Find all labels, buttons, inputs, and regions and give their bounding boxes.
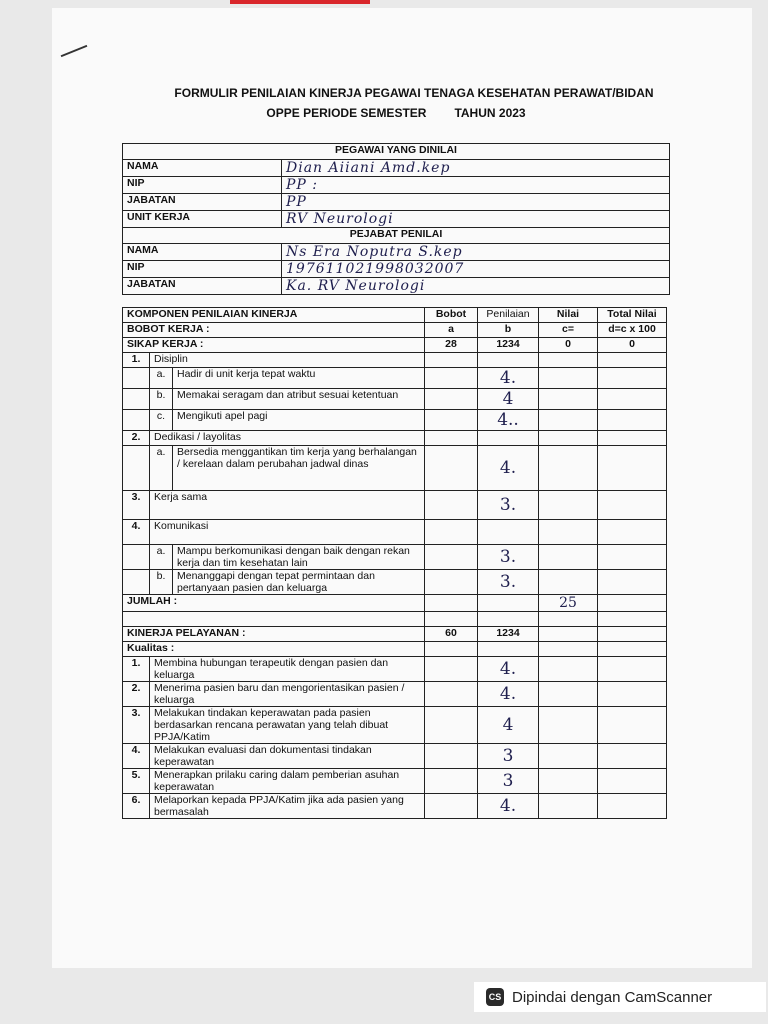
sub-letter: b. — [150, 389, 173, 410]
table-header-row — [123, 308, 667, 323]
pegawai-row — [123, 194, 670, 211]
criteria-text: Melakukan evaluasi dan dokumentasi tindakan keperawatan — [150, 744, 425, 769]
kualitas-item-row — [123, 744, 667, 769]
sub-item-row — [123, 389, 667, 410]
section-label: Kerja sama — [150, 491, 425, 520]
identity-table — [122, 143, 670, 295]
field-label: JABATAN — [123, 194, 282, 211]
bobot-b: b — [478, 323, 539, 338]
handwritten-value: 197611021998032007 — [282, 261, 670, 278]
section-label: Disiplin — [150, 353, 425, 368]
pejabat-row — [123, 278, 670, 295]
form-subtitle — [0, 106, 768, 120]
sub-letter: a. — [150, 368, 173, 389]
pelayanan-label: KINERJA PELAYANAN : — [123, 627, 425, 642]
bobot-c: c= — [539, 323, 598, 338]
criteria-text: Menerima pasien baru dan mengorientasikan pasien / keluarga — [150, 682, 425, 707]
handwritten-value: Ns Era Noputra S.kep — [282, 244, 670, 261]
handwritten-score: 3. — [478, 545, 539, 570]
handwritten-score: 3. — [478, 491, 539, 520]
item-number: 1. — [123, 353, 150, 368]
section-label: Komunikasi — [150, 520, 425, 545]
handwritten-score: 4. — [478, 794, 539, 819]
criteria-text: Memakai seragam dan atribut sesuai ketentuan — [173, 389, 425, 410]
item-number: 6. — [123, 794, 150, 819]
sub-item-row — [123, 368, 667, 389]
kualitas-item-row — [123, 682, 667, 707]
sikap-label: SIKAP KERJA : — [123, 338, 425, 353]
bobot-label: BOBOT KERJA : — [123, 323, 425, 338]
kualitas-item-row — [123, 769, 667, 794]
handwritten-score: 4. — [478, 446, 539, 491]
pejabat-row — [123, 244, 670, 261]
header-komponen: KOMPONEN PENILAIAN KINERJA — [123, 308, 425, 323]
jumlah-row — [123, 595, 667, 612]
sikap-penilaian: 1234 — [478, 338, 539, 353]
criteria-text: Menerapkan prilaku caring dalam pemberian asuhan keperawatan — [150, 769, 425, 794]
sub-letter: b. — [150, 570, 173, 595]
period-label: OPPE PERIODE SEMESTER — [266, 106, 427, 120]
field-label: UNIT KERJA — [123, 211, 282, 228]
field-label: JABATAN — [123, 278, 282, 295]
evaluation-table — [122, 307, 667, 819]
handwritten-score: 4. — [478, 682, 539, 707]
criteria-text: Mampu berkomunikasi dengan baik dengan rekan kerja dan tim kesehatan lain — [173, 545, 425, 570]
watermark-text: Dipindai dengan CamScanner — [512, 988, 713, 1006]
handwritten-score: 3 — [478, 769, 539, 794]
pegawai-row — [123, 177, 670, 194]
handwritten-value: PP — [282, 194, 670, 211]
pelayanan-penilaian: 1234 — [478, 627, 539, 642]
sub-item-row — [123, 570, 667, 595]
handwritten-score: 4.. — [478, 410, 539, 431]
handwritten-value: Ka. RV Neurologi — [282, 278, 670, 295]
jumlah-label: JUMLAH : — [123, 595, 425, 612]
handwritten-score: 4 — [478, 707, 539, 744]
red-edge-mark — [230, 0, 370, 4]
item-number: 2. — [123, 682, 150, 707]
criteria-text: Mengikuti apel pagi — [173, 410, 425, 431]
section-row — [123, 431, 667, 446]
handwritten-score: 3. — [478, 570, 539, 595]
criteria-text: Melaporkan kepada PPJA/Katim jika ada pasien yang bermasalah — [150, 794, 425, 819]
kualitas-row — [123, 642, 667, 657]
handwritten-score: 3 — [478, 744, 539, 769]
sub-letter: c. — [150, 410, 173, 431]
item-number: 2. — [123, 431, 150, 446]
handwritten-value: PP : — [282, 177, 670, 194]
bobot-row — [123, 323, 667, 338]
criteria-text: Melakukan tindakan keperawatan pada pasien berdasarkan rencana perawatan yang telah dibuat PPJA/Katim — [150, 707, 425, 744]
header-total: Total Nilai — [598, 308, 667, 323]
handwritten-score: 4. — [478, 657, 539, 682]
criteria-text: Membina hubungan terapeutik dengan pasien dan keluarga — [150, 657, 425, 682]
criteria-text: Bersedia menggantikan tim kerja yang berhalangan / kerelaan dalam perubahan jadwal dinas — [173, 446, 425, 491]
section-row — [123, 491, 667, 520]
handwritten-value: Dian Aiiani Amd.kep — [282, 160, 670, 177]
bobot-a: a — [425, 323, 478, 338]
header-penilaian: Penilaian — [478, 308, 539, 323]
item-number: 4. — [123, 744, 150, 769]
handwritten-value: RV Neurologi — [282, 211, 670, 228]
sub-letter: a. — [150, 446, 173, 491]
pelayanan-row — [123, 627, 667, 642]
year-label: TAHUN 2023 — [454, 106, 526, 120]
field-label: NIP — [123, 177, 282, 194]
item-number: 1. — [123, 657, 150, 682]
handwritten-score: 4 — [478, 389, 539, 410]
handwritten-score: 4. — [478, 368, 539, 389]
pejabat-heading: PEJABAT PENILAI — [123, 228, 670, 244]
form-title: FORMULIR PENILAIAN KINERJA PEGAWAI TENAGA KESEHATAN PERAWAT/BIDAN — [174, 86, 654, 100]
jumlah-handwritten: 25 — [539, 595, 598, 612]
item-number: 5. — [123, 769, 150, 794]
sikap-row — [123, 338, 667, 353]
field-label: NAMA — [123, 160, 282, 177]
section-label: Dedikasi / layolitas — [150, 431, 425, 446]
section-row — [123, 353, 667, 368]
pelayanan-bobot: 60 — [425, 627, 478, 642]
kualitas-label: Kualitas : — [123, 642, 425, 657]
pegawai-heading: PEGAWAI YANG DINILAI — [123, 144, 670, 160]
header-bobot: Bobot — [425, 308, 478, 323]
sikap-bobot: 28 — [425, 338, 478, 353]
camscanner-logo-icon: CS — [486, 988, 504, 1006]
section-row — [123, 520, 667, 545]
header-nilai: Nilai — [539, 308, 598, 323]
criteria-text: Hadir di unit kerja tepat waktu — [173, 368, 425, 389]
sub-item-row — [123, 446, 667, 491]
bobot-d: d=c x 100 — [598, 323, 667, 338]
pejabat-row — [123, 261, 670, 278]
kualitas-item-row — [123, 707, 667, 744]
item-number: 3. — [123, 491, 150, 520]
sikap-total: 0 — [598, 338, 667, 353]
item-number: 4. — [123, 520, 150, 545]
camscanner-watermark — [474, 982, 766, 1012]
sub-letter: a. — [150, 545, 173, 570]
pegawai-row — [123, 211, 670, 228]
field-label: NIP — [123, 261, 282, 278]
sub-item-row — [123, 410, 667, 431]
spacer-row — [123, 612, 667, 627]
pegawai-row — [123, 160, 670, 177]
kualitas-item-row — [123, 794, 667, 819]
sub-item-row — [123, 545, 667, 570]
criteria-text: Menanggapi dengan tepat permintaan dan pertanyaan pasien dan keluarga — [173, 570, 425, 595]
field-label: NAMA — [123, 244, 282, 261]
kualitas-item-row — [123, 657, 667, 682]
item-number: 3. — [123, 707, 150, 744]
sikap-nilai: 0 — [539, 338, 598, 353]
